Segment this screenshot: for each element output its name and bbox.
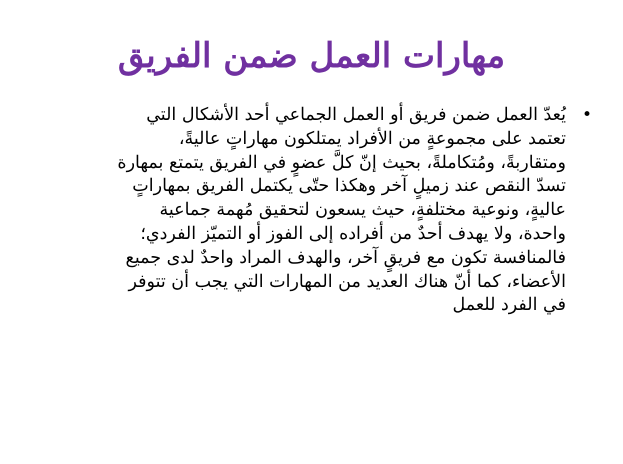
body-line: تعتمد على مجموعةٍ من الأفراد يمتلكون مهاراتٍ عاليةً، [178, 128, 566, 149]
slide-title: مهارات العمل ضمن الفريق [117, 36, 506, 76]
body-line: فالمنافسة تكون مع فريقٍ آخر، والهدف المراد واحدٌ لدى جميع [125, 247, 566, 268]
bullet-item [62, 104, 594, 318]
body-line: في الفرد للعمل [452, 295, 566, 316]
body-line: عاليةٍ، ونوعية مختلفةٍ، حيث يسعون لتحقيق مُهمة جماعية [159, 200, 566, 221]
bullet-icon: • [581, 105, 592, 125]
body-line: واحدة، ولا يهدف أحدٌ من أفراده إلى الفوز أو التميّز الفردي؛ [140, 223, 566, 244]
body-line: الأعضاء، كما أنّ هناك العديد من المهارات التي يجب أن تتوفر [128, 271, 566, 292]
content-list [62, 104, 594, 318]
body-line: ومتقاربةً، ومُتكاملةً، بحيث إنّ كلَّ عضوٍ في الفريق يتمتع بمهارة [117, 152, 566, 173]
body-line: يُعدّ العمل ضمن فريق أو العمل الجماعي أحد الأشكال التي [146, 105, 566, 125]
body-line: تسدّ النقص عند زميلٍ آخر وهكذا حتّى يكتمل الفريق بمهاراتٍ [132, 176, 566, 197]
